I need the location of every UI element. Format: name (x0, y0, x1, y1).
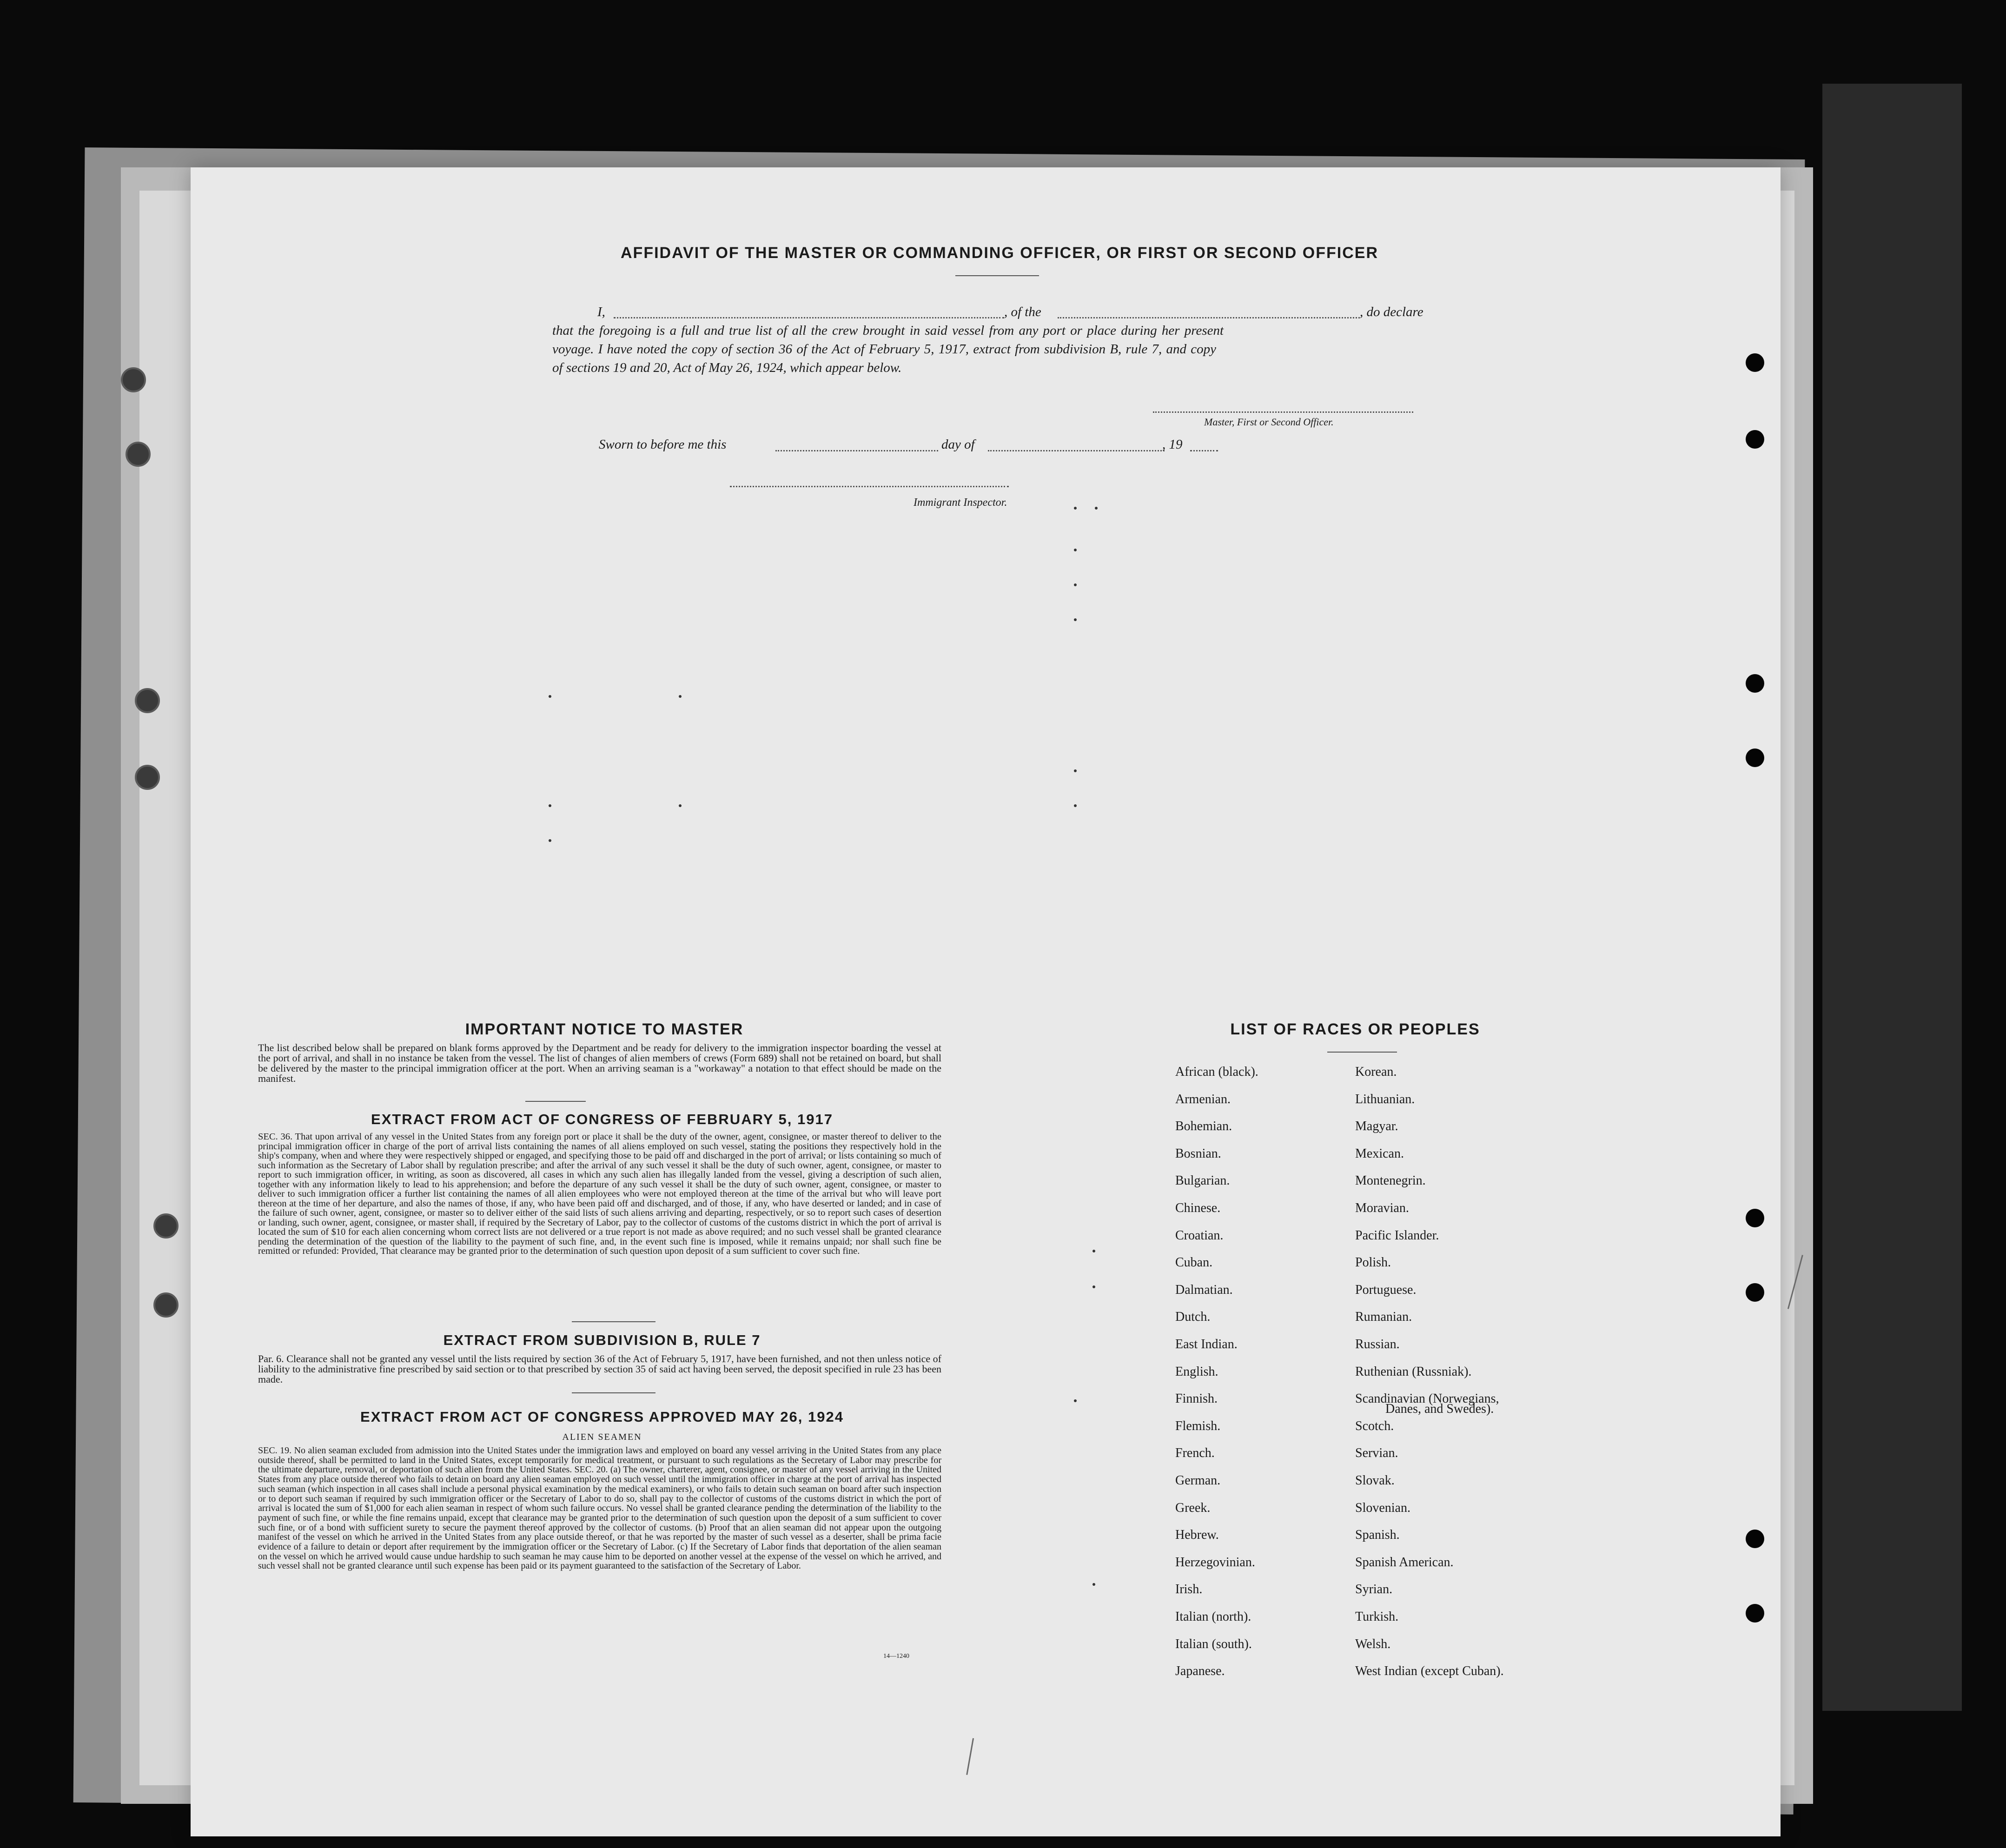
race-item: Korean. (1355, 1065, 1397, 1079)
race-item: Syrian. (1355, 1582, 1393, 1597)
race-item: Servian. (1355, 1446, 1398, 1461)
sworn-month-field[interactable] (988, 450, 1165, 451)
inspector-signature-field[interactable] (730, 486, 1009, 487)
vessel-field[interactable] (1058, 317, 1360, 318)
race-item: Pacific Islander. (1355, 1228, 1439, 1243)
punch-hole (121, 367, 146, 392)
speck (1092, 1250, 1095, 1252)
race-item: East Indian. (1175, 1337, 1238, 1351)
speck (679, 804, 682, 807)
divider (572, 1392, 655, 1393)
subdivision-title: EXTRACT FROM SUBDIVISION B, RULE 7 (443, 1332, 761, 1348)
race-item: African (black). (1175, 1065, 1258, 1079)
race-item: Lithuanian. (1355, 1092, 1415, 1106)
punch-hole (1746, 430, 1764, 449)
race-item: French. (1175, 1446, 1215, 1461)
speck (1074, 583, 1077, 586)
race-item: Finnish. (1175, 1391, 1218, 1406)
punch-hole (135, 765, 160, 790)
notice-title: IMPORTANT NOTICE TO MASTER (465, 1020, 744, 1038)
speck (549, 839, 551, 842)
inspector-label: Immigrant Inspector. (914, 497, 1007, 509)
notice-text: The list described below shall be prepared on blank forms approved by the Department and be ready for delivery to the immigration inspector boarding the vessel at the port of arrival, and shall in no instance be taken from the vessel. The list of changes of alien members of crews (Form 689) shall not be retained on board, but shall be delivered by the master to the principal immigration officer at the port. When an arriving seaman is a "workaway" a notation to that effect should be made on the manifest. (258, 1042, 941, 1084)
race-item: Montenegrin. (1355, 1173, 1426, 1188)
punch-hole (1746, 1604, 1764, 1623)
speck (1074, 804, 1077, 807)
alien-seamen-subtitle: ALIEN SEAMEN (562, 1432, 642, 1442)
speck (679, 695, 682, 698)
race-item: Greek. (1175, 1500, 1211, 1515)
punch-hole (1746, 1530, 1764, 1548)
punch-hole (153, 1213, 179, 1239)
master-signature-field[interactable] (1153, 411, 1413, 413)
races-title: LIST OF RACES OR PEOPLES (1230, 1020, 1480, 1038)
affidavit-line-3: voyage. I have noted the copy of section 36 of the Act of February 5, 1917, extract from subdivision B, rule 7, and copy (552, 342, 1217, 357)
punch-hole (1746, 748, 1764, 767)
race-item: Mexican. (1355, 1146, 1404, 1161)
race-item: Bosnian. (1175, 1146, 1221, 1161)
extract-1924-title: EXTRACT FROM ACT OF CONGRESS APPROVED MAY 26, 1924 (360, 1409, 844, 1425)
divider (525, 1101, 586, 1102)
race-continuation: Danes, and Swedes). (1385, 1402, 1494, 1416)
race-item: Ruthenian (Russniak). (1355, 1364, 1472, 1379)
extract-1917-title: EXTRACT FROM ACT OF CONGRESS OF FEBRUARY 5, 1917 (371, 1111, 833, 1127)
speck (1074, 618, 1077, 621)
affidavit-do-declare: , do declare (1360, 305, 1423, 319)
race-item: Slovenian. (1355, 1500, 1410, 1515)
race-item: Armenian. (1175, 1092, 1231, 1106)
year-label: , 19 (1162, 437, 1183, 452)
speck (1092, 1285, 1095, 1288)
affidavit-title: AFFIDAVIT OF THE MASTER OR COMMANDING OFFICER, OR FIRST OR SECOND OFFICER (621, 244, 1378, 262)
race-item: Scotch. (1355, 1418, 1394, 1433)
punch-hole (153, 1292, 179, 1318)
race-item: Hebrew. (1175, 1528, 1219, 1543)
race-item: Scandinavian (Norwegians, (1355, 1391, 1499, 1406)
speck (1095, 507, 1098, 510)
sworn-day-field[interactable] (775, 450, 938, 451)
race-item: Dalmatian. (1175, 1282, 1233, 1297)
race-item: Italian (north). (1175, 1610, 1251, 1624)
race-item: English. (1175, 1364, 1218, 1379)
sworn-label: Sworn to before me this (599, 437, 727, 452)
speck (1074, 1399, 1077, 1402)
speck (549, 695, 551, 698)
name-field[interactable] (614, 317, 1004, 318)
race-item: Flemish. (1175, 1418, 1221, 1433)
punch-hole (1746, 674, 1764, 693)
race-item: Slovak. (1355, 1473, 1395, 1488)
race-item: Bulgarian. (1175, 1173, 1230, 1188)
race-item: Polish. (1355, 1255, 1391, 1270)
master-label: Master, First or Second Officer. (1204, 416, 1334, 428)
speck (1074, 507, 1077, 510)
extract-1917-text: SEC. 36. That upon arrival of any vessel in the United States from any foreign port or place it shall be the duty of the owner, agent, consignee, or master thereof to deliver to the principal immigration officer in charge of the port of arrival lists containing the names of all aliens employed on such vessel, stating the positions they respectively hold in the ship's company, when and where they were respectively shipped or engaged, and specifying those to be paid off and discharged in the port of arrival; or lists containing so much of such information as the Secretary of Labor shall by regulation prescribe; and after the arrival of any such vessel it shall be the duty of such owner, agent, consignee, or master to report to such immigration officer, in writing, as soon as discovered, all cases in which any such alien has illegally landed from the vessel, giving a description of such alien, together with any information likely to lead to his apprehension; and before the departure of any such vessel it shall be the duty of such owner, agent, consignee, or master to deliver to such immigration officer a further list containing the names of all alien employees who were not employed thereon at the time of the arrival but who will leave port thereon at the time of her departure, and also the names of those, if any, who have been paid off and discharged, and of those, if any, who have deserted or landed; and in case of the failure of such owner, agent, consignee, or master so to deliver either of the said lists of such aliens arriving and departing, respectively, or so to report such cases of desertion or landing, such owner, agent, consignee, or master shall, if required by the Secretary of Labor, pay to the collector of customs of the customs district in which the port of arrival is located the sum of $10 for each alien concerning whom correct lists are not delivered or a true report is not made as above required; and no such vessel shall be granted clearance pending the determination of the question of the liability to the payment of such fine, and, in the event such fine is imposed, while it remains unpaid; nor shall such fine be remitted or refunded: Provided, That clearance may be granted prior to the determination of such question upon deposit of a sum sufficient to cover such fine. (258, 1132, 941, 1256)
speck (1074, 549, 1077, 551)
race-item: Moravian. (1355, 1201, 1409, 1215)
race-item: Cuban. (1175, 1255, 1213, 1270)
punch-hole (1746, 1209, 1764, 1227)
race-item: Italian (south). (1175, 1636, 1252, 1651)
punch-hole (126, 442, 151, 467)
edge-shadow (1822, 84, 1962, 1711)
form-page (191, 167, 1781, 1836)
divider (955, 275, 1039, 276)
affidavit-of-the: , of the (1004, 305, 1041, 319)
race-item: Spanish American. (1355, 1555, 1454, 1570)
race-item: Turkish. (1355, 1610, 1399, 1624)
race-item: Croatian. (1175, 1228, 1224, 1243)
race-item: Bohemian. (1175, 1119, 1232, 1134)
race-item: Spanish. (1355, 1528, 1400, 1543)
punch-hole (135, 688, 160, 713)
affidavit-line-2: that the foregoing is a full and true list of all the crew brought in said vessel from any port or place during her present (552, 323, 1224, 338)
affidavit-i-label: I, (597, 305, 605, 319)
speck (1074, 769, 1077, 772)
race-item: Rumanian. (1355, 1310, 1412, 1325)
race-item: Japanese. (1175, 1664, 1225, 1679)
extract-1924-text: SEC. 19. No alien seaman excluded from admission into the United States under the immigration laws and employed on board any vessel arriving in the United States from any place outside thereof, shall be permitted to land in the United States, except temporarily for medical treatment, or pursuant to such regulations as the Secretary of Labor may prescribe for the ultimate departure, removal, or deportation of such alien from the United States. SEC. 20. (a) The owner, charterer, agent, consignee, or master of any vessel arriving in the United States from any place outside thereof who fails to detain on board any alien seaman employed on such vessel until the immigration officer in charge at the port of arrival has inspected such seaman (which inspection in all cases shall include a personal physical examination by the medical examiners), or who fails to detain such seaman on board after such inspection or to deport such seaman if required by such immigration officer or the Secretary of Labor to do so, shall pay to the collector of customs of the customs district in which the port of arrival is located the sum of $1,000 for each alien seaman in respect of whom such failure occurs. No vessel shall be granted clearance pending the determination of the liability to the payment of such fine, or while the fine remains unpaid, except that clearance may be granted prior to the determination of such question upon the deposit of a sum sufficient to cover such fine, or of a bond with sufficient surety to secure the payment thereof approved by the collector of customs. (b) Proof that an alien seaman did not appear upon the outgoing manifest of the vessel on which he arrived in the United States from any place outside thereof, or that he was reported by the master of such vessel as a deserter, shall be prima facie evidence of a failure to detain or deport after requirement by the immigration officer or the Secretary of Labor. (c) If the Secretary of Labor finds that deportation of the alien seaman on the vessel on which he arrived would cause undue hardship to such seaman he may cause him to be deported on another vessel at the expense of the vessel on which he arrived, and such vessel shall not be granted clearance until such expense has been paid or its payment guaranteed to the satisfaction of the Secretary of Labor. (258, 1445, 941, 1571)
affidavit-line-4: of sections 19 and 20, Act of May 26, 1924, which appear below. (552, 360, 902, 375)
speck (1092, 1583, 1095, 1586)
race-item: German. (1175, 1473, 1221, 1488)
day-of-label: day of (941, 437, 975, 452)
race-item: Welsh. (1355, 1636, 1391, 1651)
sworn-year-field[interactable] (1190, 450, 1218, 451)
race-item: Chinese. (1175, 1201, 1221, 1215)
speck (549, 804, 551, 807)
race-item: Irish. (1175, 1582, 1203, 1597)
subdivision-text: Par. 6. Clearance shall not be granted any vessel until the lists required by section 36 of the Act of February 5, 1917, have been furnished, and not then unless notice of liability to the administrative fine prescribed by said section or to that prescribed by section 35 of said act having been served, the deposit specified in rule 23 has been made. (258, 1353, 941, 1385)
form-number: 14—1240 (883, 1653, 909, 1660)
punch-hole (1746, 353, 1764, 372)
race-item: Dutch. (1175, 1310, 1211, 1325)
punch-hole (1746, 1283, 1764, 1302)
race-item: Herzegovinian. (1175, 1555, 1255, 1570)
race-item: Portuguese. (1355, 1282, 1417, 1297)
divider (1327, 1052, 1397, 1053)
divider (572, 1321, 655, 1322)
race-item: Magyar. (1355, 1119, 1398, 1134)
race-item: West Indian (except Cuban). (1355, 1664, 1504, 1679)
race-item: Russian. (1355, 1337, 1400, 1351)
